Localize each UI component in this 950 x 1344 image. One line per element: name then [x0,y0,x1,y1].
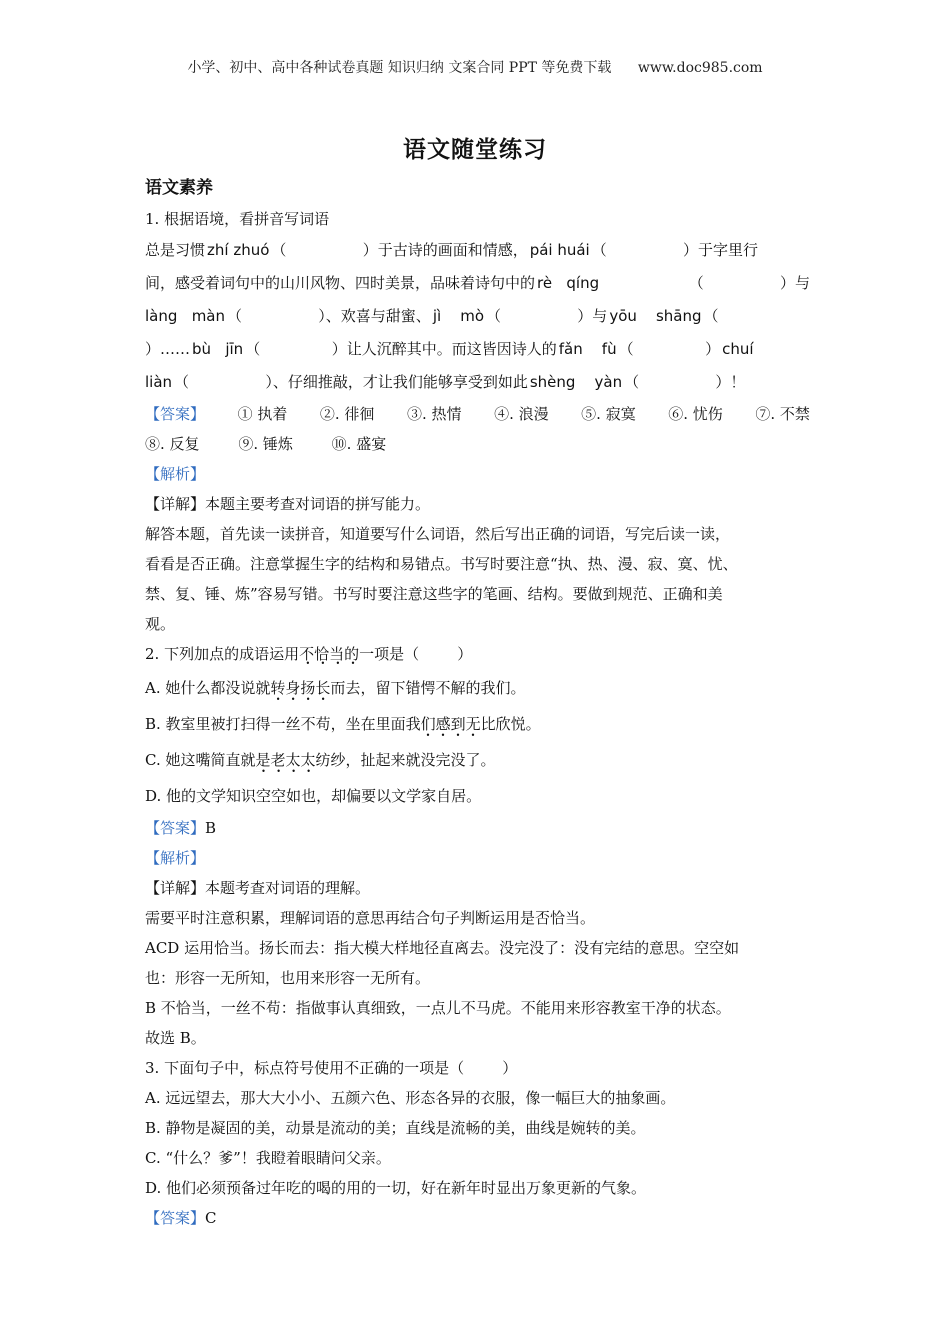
q1-line-4: ）…… bù jīn （ ）让人沉醉其中。而这皆因诗人的 fǎn fù （ ） chuí [145,340,754,358]
q1-answer-row-1 [145,399,810,429]
page-title: 语文随堂练习 [403,136,547,163]
dotted-char: 如 [286,787,302,805]
q2-detail: 【详解】本题考查对词语的理解。 [145,879,371,897]
q1-line-3: làng màn （ ）、欢喜与甜蜜、 jì mò （ ）与 yōu shāng （ [145,307,719,325]
answer-item: ④. 浪漫 [494,405,549,423]
q2-stem: 2. 下列加点的成语运用不恰当的一项是（ ） [145,645,473,663]
dotted-char: 空 [271,787,287,805]
analysis-label: 【解析】 [145,465,206,483]
dotted-char: 没 [420,751,436,769]
dotted-char: 苟 [315,715,331,733]
answer-item: ① 执着 [237,405,288,423]
answer-item: ②. 徘徊 [319,405,375,423]
dotted-char: 空 [256,787,272,805]
page-header [0,57,950,77]
dotted-char: 一 [270,715,286,733]
pinyin: jì mò [432,307,485,325]
q1-stem: 1. 根据语境，看拼音写词语 [145,210,330,228]
q1-explanation-4: 观。 [145,615,176,633]
q2-option-d: D. 他的文学知识空空如也，却偏要以文学家自居。 [145,777,810,813]
q3-option-b: B. 静物是凝固的美，动景是流动的美；直线是流畅的美，曲线是婉转的美。 [145,1119,646,1137]
answer-item: ⑩. 盛宴 [331,435,387,453]
dotted-char: 了 [465,751,481,769]
analysis-label: 【解析】 [145,849,206,867]
pinyin: làng màn [145,307,226,325]
q1-explanation-1: 解答本题，首先读一读拼音，知道要写什么词语，然后写出正确的词语，写完后读一读， [145,525,731,543]
pinyin: fǎn fù [558,340,617,358]
answer-item: ⑧. 反复 [145,435,200,453]
q1-line-5: liàn （ ）、仔细推敲，才让我们能够享受到如此 shèng yàn （ ）！ [145,373,746,391]
answer-item: ⑦. 不禁 [755,405,810,423]
q2-explanation-4: B 不恰当，一丝不苟：指做事认真细致，一点儿不马虎。不能用来形容教室干净的状态。 [145,999,731,1017]
q1-line-2: 间，感受着词句中的山川风物、四时美景，品味着诗句中的 rè qíng （ ）与 [145,274,810,292]
answer-label: 【答案】 [145,405,206,423]
answer-item: ③. 热情 [406,405,462,423]
pinyin: yōu shāng [609,307,702,325]
q1-explanation-3: 禁、复、锤、炼”容易写错。书写时要注意这些字的笔画、结构。要做到规范、正确和美 [145,585,723,603]
q2-explanation-3: 也：形容一无所知，也用来形容一无所有。 [145,969,431,987]
dotted-char: 没 [450,751,466,769]
dotted-char: 长 [315,679,331,697]
header-text: 小学、初中、高中各种试卷真题 知识归纳 文案合同 PPT 等免费下载 [187,60,612,76]
dotted-char: 去 [345,679,361,697]
header-site-link[interactable]: www.doc985.com [637,60,763,76]
document-body [145,172,810,1233]
answer-item: ⑨. 锤炼 [238,435,293,453]
q2-answer: 【答案】B [145,819,217,837]
pinyin: rè qíng [537,274,600,292]
section-title: 语文素养 [145,178,213,198]
q3-option-a: A. 远远望去，那大大小小、五颜六色、形态各异的衣服，像一幅巨大的抽象画。 [145,1089,676,1107]
dotted-char: 而 [330,679,346,697]
q1-answer-row-2 [145,429,810,459]
dotted-char: 扬 [300,679,316,697]
dotted-char: 也 [301,787,317,805]
q2-explanation-2: ACD 运用恰当。扬长而去：指大模大样地径直离去。没完没了：没有完结的意思。空空如 [145,939,740,957]
dotted-char: 完 [435,751,451,769]
pinyin: shèng yàn [529,373,623,391]
q3-stem: 3. 下面句子中，标点符号使用不正确的一项是（ ） [145,1059,518,1077]
q1-detail: 【详解】本题主要考查对词语的拼写能力。 [145,495,431,513]
q1-line-1: 总是习惯 zhí zhuó （ ）于古诗的画面和情感， pái huái （ ）于字里行 [145,241,759,259]
pinyin: liàn [145,373,173,391]
q2-explanation-5: 故选 B。 [145,1029,206,1047]
pinyin: chuí [722,340,754,358]
q2-option-c: C. 她这嘴简直就是老太太纺纱，扯起来就没完没了。 [145,741,810,777]
q1-explanation-2: 看看是否正确。注意掌握生字的结构和易错点。书写时要注意“执、热、漫、寂、寞、忧、 [145,555,738,573]
q3-answer: 【答案】C [145,1209,217,1227]
answer-item: ⑥. 忧伤 [668,405,723,423]
q3-option-c: C. “什么？爹”！我瞪着眼睛问父亲。 [145,1149,391,1167]
pinyin: zhí zhuó [207,241,270,259]
q2-explanation-1: 需要平时注意积累，理解词语的意思再结合句子判断运用是否恰当。 [145,909,596,927]
q2-option-b: B. 教室里被打扫得一丝不苟，坐在里面我们感到无比欣悦。 [145,705,810,741]
dotted-char: 不 [300,715,316,733]
pinyin: pái huái [529,241,590,259]
q3-option-d: D. 他们必须预备过年吃的喝的用的一切，好在新年时显出万象更新的气象。 [145,1179,647,1197]
q2-option-a: A. 她什么都没说就转身扬长而去，留下错愕不解的我们。 [145,669,810,705]
dotted-char: 丝 [285,715,301,733]
pinyin: bù jīn [192,340,244,358]
answer-item: ⑤. 寂寞 [581,405,636,423]
